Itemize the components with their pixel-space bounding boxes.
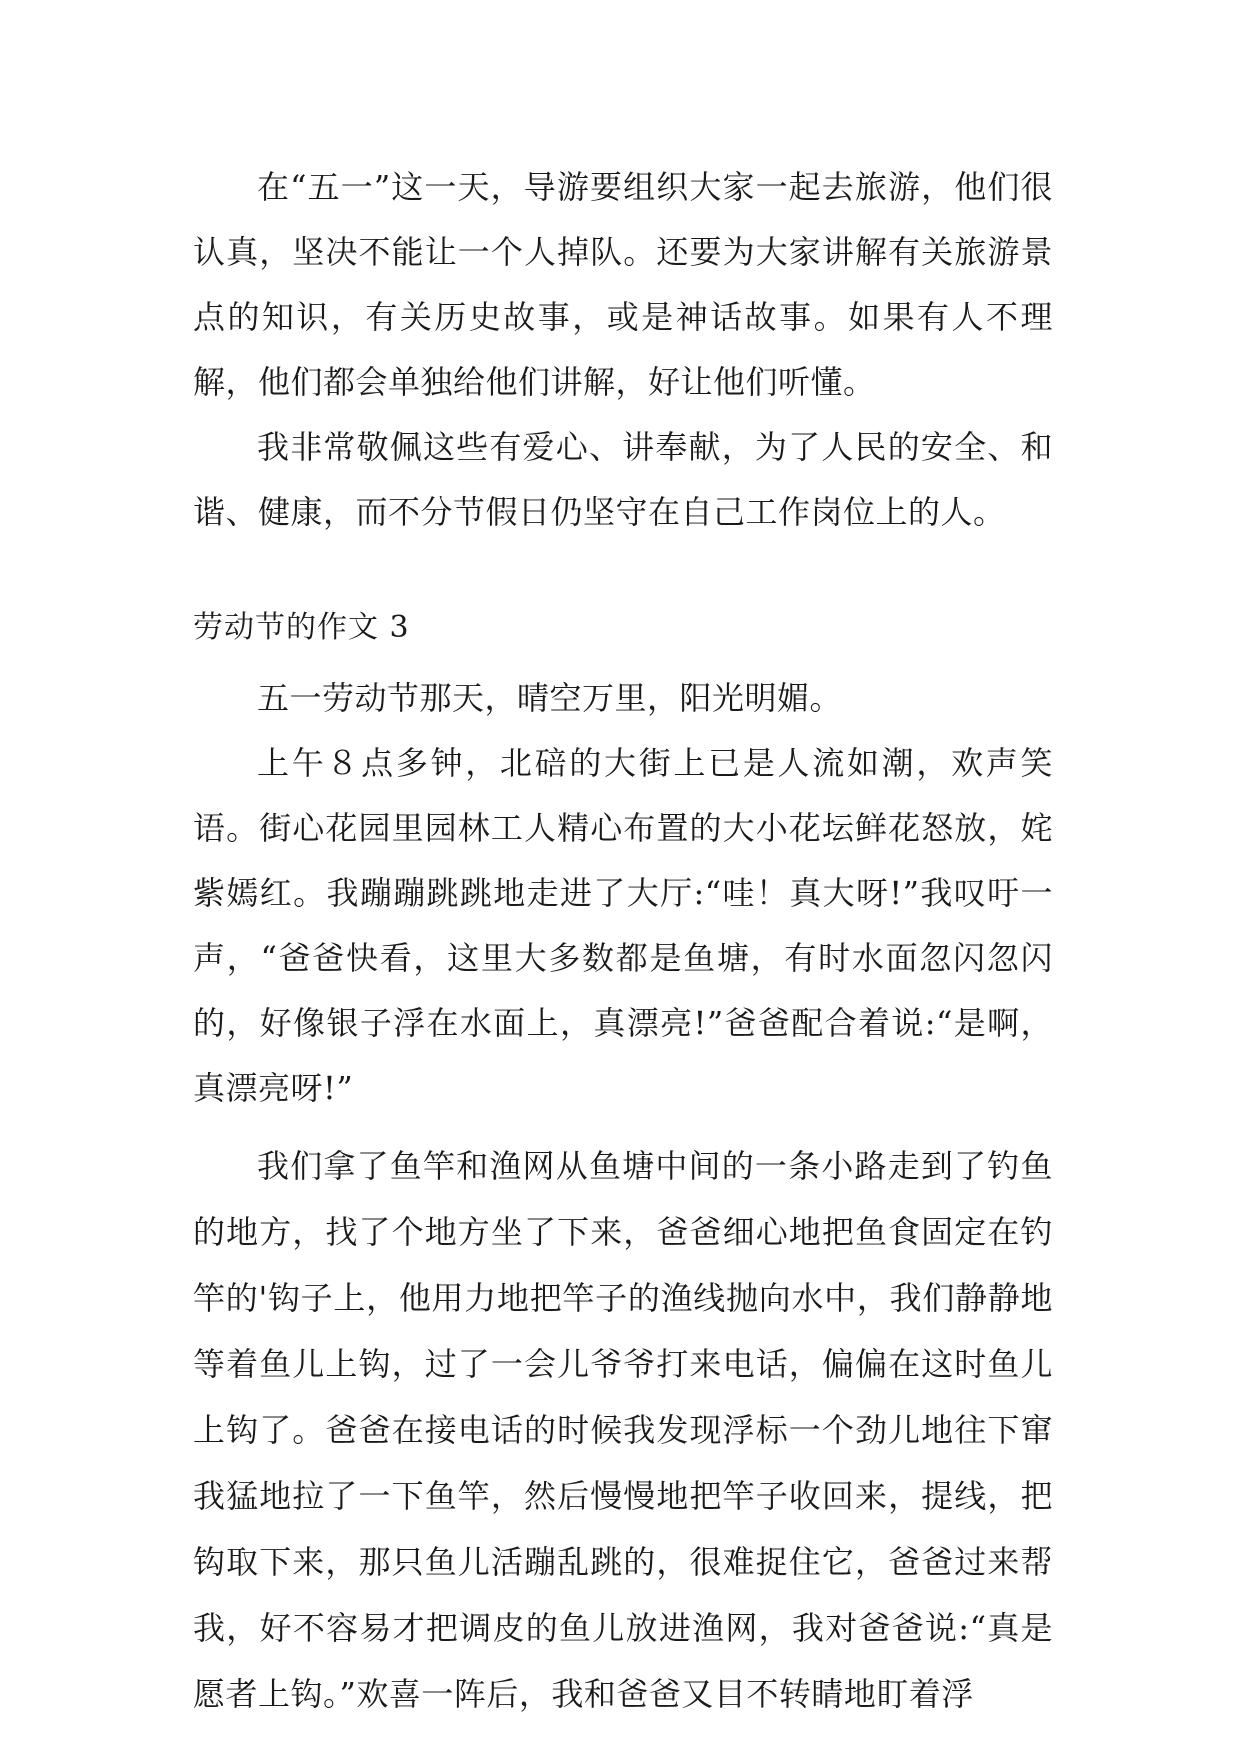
paragraph-fishing: 我们拿了鱼竿和渔网从鱼塘中间的一条小路走到了钓鱼的地方，找了个地方坐了下来，爸爸细心地把鱼食固定在钓竿的'钩子上，他用力地把竿子的渔线抛向水中，我们静静地等着鱼儿上钩，过了一会儿爷爷打来电话，偏偏在这时鱼儿上钩了。爸爸在接电话的时候我发现浮标一个劲儿地往下窜我猛地拉了一下鱼竿，然后慢慢地把竿子收回来，提线，把钩取下来，那只鱼儿活蹦乱跳的，很难捉住它，爸爸过来帮我，好不容易才把调皮的鱼儿放进渔网，我对爸爸说:“真是愿者上钩。”欢喜一阵后，我和爸爸又目不转睛地盯着浮	[193, 1147, 1053, 1713]
paragraph-weather: 五一劳动节那天，晴空万里，阳光明媚。	[257, 679, 843, 717]
document-page	[193, 155, 1053, 1727]
paragraph-admiration: 我非常敬佩这些有爱心、讲奉献，为了人民的安全、和谐、健康，而不分节假日仍坚守在自己工作岗位上的人。	[193, 428, 1053, 531]
paragraph-morning-street: 上午８点多钟，北碚的大街上已是人流如潮，欢声笑语。街心花园里园林工人精心布置的大小花坛鲜花怒放，姹紫嫣红。我蹦蹦跳跳地走进了大厅:“哇！真大呀!”我叹吁一声，“爸爸快看，这里大多数都是鱼塘，有时水面忽闪忽闪的，好像银子浮在水面上，真漂亮!”爸爸配合着说:“是啊，真漂亮呀!”	[193, 744, 1053, 1107]
section-title: 劳动节的作文 3	[193, 610, 410, 645]
paragraph-tour-guides: 在“五一”这一天，导游要组织大家一起去旅游，他们很认真，坚决不能让一个人掉队。还要为大家讲解有关旅游景点的知识，有关历史故事，或是神话故事。如果有人不理解，他们都会单独给他们讲解，好让他们听懂。	[193, 168, 1053, 401]
